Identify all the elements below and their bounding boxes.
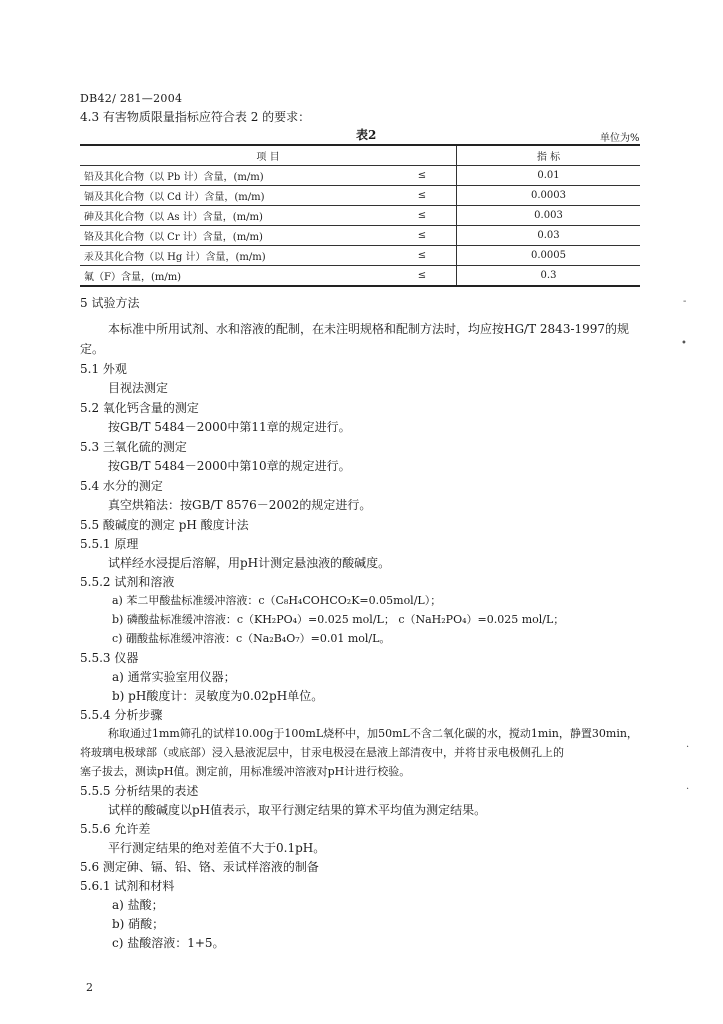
header-value: 指 标 <box>457 145 641 166</box>
header-item: 项 目 <box>80 145 457 166</box>
section-5-6-heading: 5.6 测定砷、镉、铅、铬、汞试样溶液的制备 <box>80 860 319 874</box>
section-5-4-heading: 5.4 水分的测定 <box>80 479 163 493</box>
row-operator: ≤ <box>388 266 457 287</box>
procedure-line-2: 将玻璃电极球部（或底部）浸入悬液泥层中，甘汞电极浸在悬液上部清夜中，并将甘汞电极侧孔上的 <box>80 746 564 759</box>
reagent-c: c) 硼酸盐标准缓冲溶液：c（Na₂B₄O₇）=0.01 mol/L。 <box>112 632 391 645</box>
section-5-5-4-heading: 5.5.4 分析步骤 <box>80 708 163 722</box>
hazardous-substance-table <box>80 144 640 287</box>
procedure-line-3: 塞子拔去，测读pH值。测定前，用标准缓冲溶液对pH计进行校验。 <box>80 765 411 778</box>
table-caption: 表2 <box>356 128 377 142</box>
row-item: 铅及其化合物（以 Pb 计）含量，(m/m) <box>80 166 388 186</box>
page-number: 2 <box>86 981 93 994</box>
row-item: 镉及其化合物（以 Cd 计）含量，(m/m) <box>80 186 388 206</box>
table-row <box>80 186 640 206</box>
scan-speck: - <box>683 296 687 307</box>
section-5-5-2-heading: 5.5.2 试剂和溶液 <box>80 575 175 589</box>
section-5-6-1-heading: 5.6.1 试剂和材料 <box>80 879 175 893</box>
section-5-3-text: 按GB/T 5484－2000中第10章的规定进行。 <box>108 459 351 473</box>
row-item: 铬及其化合物（以 Cr 计）含量，(m/m) <box>80 226 388 246</box>
section-5-5-1-text: 试样经水浸提后溶解，用pH计测定悬浊液的酸碱度。 <box>108 556 391 570</box>
section-5-heading: 5 试验方法 <box>80 296 140 310</box>
table-row <box>80 206 640 226</box>
table-row <box>80 226 640 246</box>
section-5-3-heading: 5.3 三氧化硫的测定 <box>80 440 187 454</box>
section-5-5-3-heading: 5.5.3 仪器 <box>80 651 139 665</box>
row-value: 0.3 <box>457 266 641 287</box>
row-value: 0.03 <box>457 226 641 246</box>
section-5-5-6-text: 平行测定结果的绝对差值不大于0.1pH。 <box>108 841 326 855</box>
intro-paragraph-line-1: 本标准中所用试剂、水和溶液的配制，在未注明规格和配制方法时，均应按HG/T 2843-1997的规 <box>108 322 630 336</box>
material-b: b) 硝酸； <box>112 917 165 931</box>
section-5-2-heading: 5.2 氧化钙含量的测定 <box>80 401 199 415</box>
reagent-a: a) 苯二甲酸盐标准缓冲溶液：c（C₈H₄COHCO₂K=0.05mol/L）； <box>112 594 442 607</box>
procedure-line-1: 称取通过1mm筛孔的试样10.00g于100mL烧杯中，加50mL不含二氧化碳的水，搅动1min，静置30min， <box>108 727 638 740</box>
scan-speck: · <box>686 742 690 753</box>
row-value: 0.003 <box>457 206 641 226</box>
row-operator: ≤ <box>388 246 457 266</box>
row-item: 氟（F）含量，(m/m) <box>80 266 388 287</box>
row-value: 0.01 <box>457 166 641 186</box>
row-operator: ≤ <box>388 186 457 206</box>
scan-speck: • <box>681 338 687 349</box>
document-id: DB42/ 281—2004 <box>80 92 183 105</box>
row-item: 砷及其化合物（以 As 计）含量，(m/m) <box>80 206 388 226</box>
section-4-3: 4.3 有害物质限量指标应符合表 2 的要求： <box>80 110 311 124</box>
table-row <box>80 246 640 266</box>
intro-paragraph-line-2: 定。 <box>80 342 105 356</box>
section-5-5-1-heading: 5.5.1 原理 <box>80 537 139 551</box>
section-5-5-6-heading: 5.5.6 允许差 <box>80 822 151 836</box>
section-5-5-5-text: 试样的酸碱度以pH值表示，取平行测定结果的算术平均值为测定结果。 <box>108 803 487 817</box>
table-row <box>80 166 640 186</box>
table-header-row <box>80 145 640 166</box>
scan-speck: · <box>686 784 690 795</box>
section-5-5-heading: 5.5 酸碱度的测定 pH 酸度计法 <box>80 518 249 532</box>
section-5-2-text: 按GB/T 5484－2000中第11章的规定进行。 <box>108 420 351 434</box>
table-row <box>80 266 640 287</box>
reagent-b: b) 磷酸盐标准缓冲溶液：c（KH₂PO₄）=0.025 mol/L； c（NaH₂PO₄）=0.025 mol/L； <box>112 613 565 626</box>
row-item: 汞及其化合物（以 Hg 计）含量，(m/m) <box>80 246 388 266</box>
table-unit: 单位为% <box>600 133 640 144</box>
row-value: 0.0005 <box>457 246 641 266</box>
row-value: 0.0003 <box>457 186 641 206</box>
row-operator: ≤ <box>388 206 457 226</box>
material-a: a) 盐酸； <box>112 898 164 912</box>
row-operator: ≤ <box>388 166 457 186</box>
material-c: c) 盐酸溶液：1+5。 <box>112 936 225 950</box>
section-5-1-text: 目视法测定 <box>108 381 169 395</box>
instrument-b: b) pH酸度计：灵敏度为0.02pH单位。 <box>112 689 324 703</box>
instrument-a: a) 通常实验室用仪器； <box>112 670 236 684</box>
section-5-4-text: 真空烘箱法：按GB/T 8576－2002的规定进行。 <box>108 498 372 512</box>
section-5-1-heading: 5.1 外观 <box>80 362 127 376</box>
row-operator: ≤ <box>388 226 457 246</box>
section-5-5-5-heading: 5.5.5 分析结果的表述 <box>80 784 199 798</box>
